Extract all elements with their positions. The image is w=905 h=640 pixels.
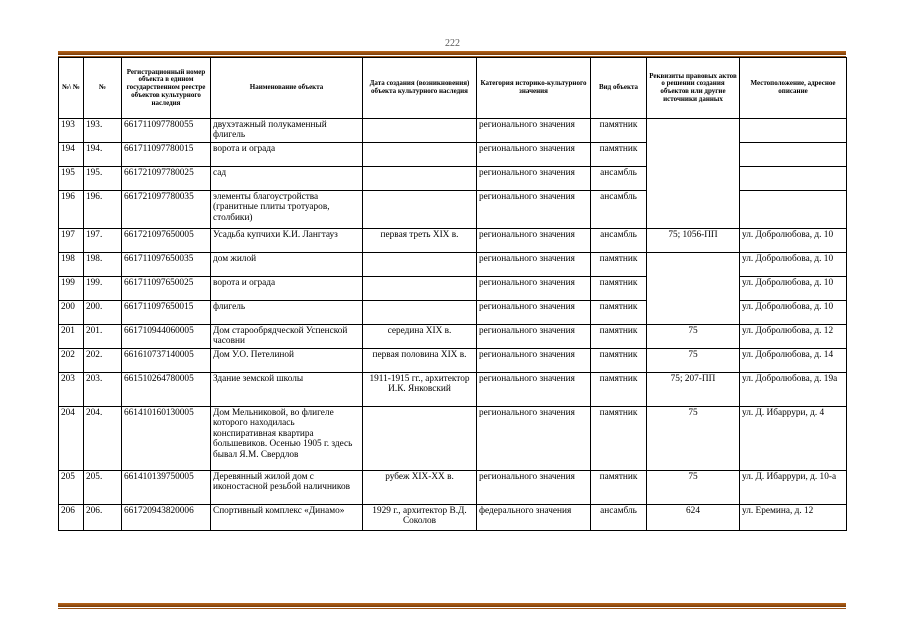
cell-reg: 661711097780015 — [122, 143, 211, 167]
table-row — [59, 301, 847, 325]
header-date: Дата создания (возникновения) объекта культурного наследия — [363, 58, 477, 119]
cell-name: сад — [211, 167, 363, 191]
cell-num1: 195 — [59, 167, 84, 191]
cell-reg: 661410160130005 — [122, 407, 211, 471]
cell-address — [740, 119, 847, 143]
cell-name: Спортивный комплекс «Динамо» — [211, 505, 363, 531]
cell-address: ул. Добролюбова, д. 14 — [740, 349, 847, 373]
cell-category: федерального значения — [477, 505, 591, 531]
cell-category: регионального значения — [477, 373, 591, 407]
cell-category: регионального значения — [477, 349, 591, 373]
cell-address: ул. Добролюбова, д. 10 — [740, 253, 847, 277]
cell-address: ул. Добролюбова, д. 10 — [740, 229, 847, 253]
cell-reg: 661711097650015 — [122, 301, 211, 325]
header-acts: Реквизиты правовых актов о решении создания объектов или другие источники данных — [647, 58, 740, 119]
cell-date — [363, 167, 477, 191]
cell-category: регионального значения — [477, 143, 591, 167]
table-row — [59, 505, 847, 531]
cell-num1: 197 — [59, 229, 84, 253]
cell-name: элементы благоустройства (гранитные плиты тротуаров, столбики) — [211, 191, 363, 229]
cell-reg: 661721097650005 — [122, 229, 211, 253]
cell-num2: 200. — [84, 301, 122, 325]
cell-num1: 193 — [59, 119, 84, 143]
cell-kind: памятник — [591, 325, 647, 349]
cell-kind: памятник — [591, 253, 647, 277]
cell-category: регионального значения — [477, 277, 591, 301]
table-header-row — [59, 58, 847, 119]
cell-kind: памятник — [591, 277, 647, 301]
page-number: 222 — [445, 38, 460, 49]
cell-date — [363, 143, 477, 167]
cell-kind: памятник — [591, 119, 647, 143]
cell-name: Дом Мельниковой, во флигеле которого находилась конспиративная квартира большевиков. Осенью 1905 г. здесь бывал Я.М. Свердлов — [211, 407, 363, 471]
table-row — [59, 119, 847, 143]
cell-address — [740, 167, 847, 191]
cell-name: Дом У.О. Петелиной — [211, 349, 363, 373]
cell-name: ворота и ограда — [211, 277, 363, 301]
cell-num2: 204. — [84, 407, 122, 471]
cell-acts: 75 — [647, 407, 740, 471]
cell-reg: 661510264780005 — [122, 373, 211, 407]
cell-kind: памятник — [591, 349, 647, 373]
cell-reg: 661610737140005 — [122, 349, 211, 373]
cell-name: ворота и ограда — [211, 143, 363, 167]
header-reg: Регистрационный номер объекта в едином государственном реестре объектов культурного наследия — [122, 58, 211, 119]
cell-acts: 624 — [647, 505, 740, 531]
cell-category: регионального значения — [477, 325, 591, 349]
cell-acts — [647, 191, 740, 229]
heritage-table — [58, 57, 847, 531]
cell-num1: 198 — [59, 253, 84, 277]
cell-date — [363, 191, 477, 229]
table-row — [59, 407, 847, 471]
cell-kind: ансамбль — [591, 167, 647, 191]
cell-kind: ансамбль — [591, 505, 647, 531]
cell-reg: 661711097650035 — [122, 253, 211, 277]
cell-acts — [647, 277, 740, 301]
cell-address: ул. Добролюбова, д. 10 — [740, 277, 847, 301]
cell-date — [363, 301, 477, 325]
cell-name: флигель — [211, 301, 363, 325]
cell-acts — [647, 143, 740, 167]
bottom-rule — [58, 603, 846, 607]
cell-num2: 198. — [84, 253, 122, 277]
cell-acts: 75; 1056-ПП — [647, 229, 740, 253]
cell-date: первая половина XIX в. — [363, 349, 477, 373]
cell-num2: 201. — [84, 325, 122, 349]
cell-address: ул. Добролюбова, д. 19а — [740, 373, 847, 407]
cell-category: регионального значения — [477, 407, 591, 471]
cell-num2: 193. — [84, 119, 122, 143]
table-row — [59, 167, 847, 191]
cell-name: Дом старообрядческой Успенской часовни — [211, 325, 363, 349]
cell-acts — [647, 253, 740, 277]
cell-date: середина XIX в. — [363, 325, 477, 349]
cell-reg: 661721097780025 — [122, 167, 211, 191]
header-name: Наименование объекта — [211, 58, 363, 119]
cell-num2: 197. — [84, 229, 122, 253]
cell-name: Деревянный жилой дом с иконостасной резьбой наличников — [211, 471, 363, 505]
cell-num2: 194. — [84, 143, 122, 167]
cell-date: 1911-1915 гг., архитектор И.К. Янковский — [363, 373, 477, 407]
cell-num1: 202 — [59, 349, 84, 373]
cell-reg: 661710944060005 — [122, 325, 211, 349]
cell-address: ул. Еремина, д. 12 — [740, 505, 847, 531]
header-num2: № — [84, 58, 122, 119]
cell-kind: ансамбль — [591, 191, 647, 229]
cell-reg: 661711097780055 — [122, 119, 211, 143]
cell-address: ул. Добролюбова, д. 12 — [740, 325, 847, 349]
cell-category: регионального значения — [477, 167, 591, 191]
cell-num1: 194 — [59, 143, 84, 167]
cell-num2: 203. — [84, 373, 122, 407]
header-num1: №\ № — [59, 58, 84, 119]
cell-num1: 199 — [59, 277, 84, 301]
cell-kind: памятник — [591, 143, 647, 167]
cell-address: ул. Добролюбова, д. 10 — [740, 301, 847, 325]
cell-num1: 205 — [59, 471, 84, 505]
cell-date: 1929 г., архитектор В.Д. Соколов — [363, 505, 477, 531]
cell-date — [363, 277, 477, 301]
cell-category: регионального значения — [477, 191, 591, 229]
table-row — [59, 229, 847, 253]
cell-address: ул. Д. Ибаррури, д. 10-а — [740, 471, 847, 505]
cell-date: рубеж XIX-XX в. — [363, 471, 477, 505]
cell-category: регионального значения — [477, 229, 591, 253]
cell-category: регионального значения — [477, 301, 591, 325]
cell-name: двухэтажный полукаменный флигель — [211, 119, 363, 143]
cell-kind: памятник — [591, 407, 647, 471]
cell-kind: памятник — [591, 301, 647, 325]
table-row — [59, 253, 847, 277]
cell-category: регионального значения — [477, 119, 591, 143]
cell-date — [363, 407, 477, 471]
cell-name: Усадьба купчихи К.И. Лангтауз — [211, 229, 363, 253]
cell-date — [363, 253, 477, 277]
cell-reg: 661711097650025 — [122, 277, 211, 301]
cell-kind: памятник — [591, 373, 647, 407]
cell-num2: 206. — [84, 505, 122, 531]
cell-date: первая треть XIX в. — [363, 229, 477, 253]
table-row — [59, 143, 847, 167]
cell-category: регионального значения — [477, 471, 591, 505]
top-rule — [58, 51, 846, 55]
cell-num1: 196 — [59, 191, 84, 229]
cell-acts: 75 — [647, 471, 740, 505]
table-row — [59, 373, 847, 407]
cell-date — [363, 119, 477, 143]
cell-num1: 203 — [59, 373, 84, 407]
cell-num1: 201 — [59, 325, 84, 349]
cell-acts: 75; 207-ПП — [647, 373, 740, 407]
cell-num2: 205. — [84, 471, 122, 505]
table-row — [59, 277, 847, 301]
header-category: Категория историко-культурного значения — [477, 58, 591, 119]
cell-reg: 661410139750005 — [122, 471, 211, 505]
cell-num2: 202. — [84, 349, 122, 373]
cell-kind: ансамбль — [591, 229, 647, 253]
table-row — [59, 325, 847, 349]
cell-num2: 195. — [84, 167, 122, 191]
cell-name: Здание земской школы — [211, 373, 363, 407]
cell-acts: 75 — [647, 349, 740, 373]
cell-kind: памятник — [591, 471, 647, 505]
cell-address — [740, 143, 847, 167]
cell-address — [740, 191, 847, 229]
cell-num1: 200 — [59, 301, 84, 325]
cell-num1: 204 — [59, 407, 84, 471]
cell-acts — [647, 119, 740, 143]
header-kind: Вид объекта — [591, 58, 647, 119]
cell-reg: 661721097780035 — [122, 191, 211, 229]
cell-acts — [647, 301, 740, 325]
table-row — [59, 349, 847, 373]
cell-name: дом жилой — [211, 253, 363, 277]
cell-acts — [647, 167, 740, 191]
cell-category: регионального значения — [477, 253, 591, 277]
cell-address: ул. Д. Ибаррури, д. 4 — [740, 407, 847, 471]
cell-num1: 206 — [59, 505, 84, 531]
cell-num2: 199. — [84, 277, 122, 301]
cell-num2: 196. — [84, 191, 122, 229]
table-row — [59, 191, 847, 229]
cell-acts: 75 — [647, 325, 740, 349]
cell-reg: 661720943820006 — [122, 505, 211, 531]
header-address: Местоположение, адресное описание — [740, 58, 847, 119]
table-row — [59, 471, 847, 505]
